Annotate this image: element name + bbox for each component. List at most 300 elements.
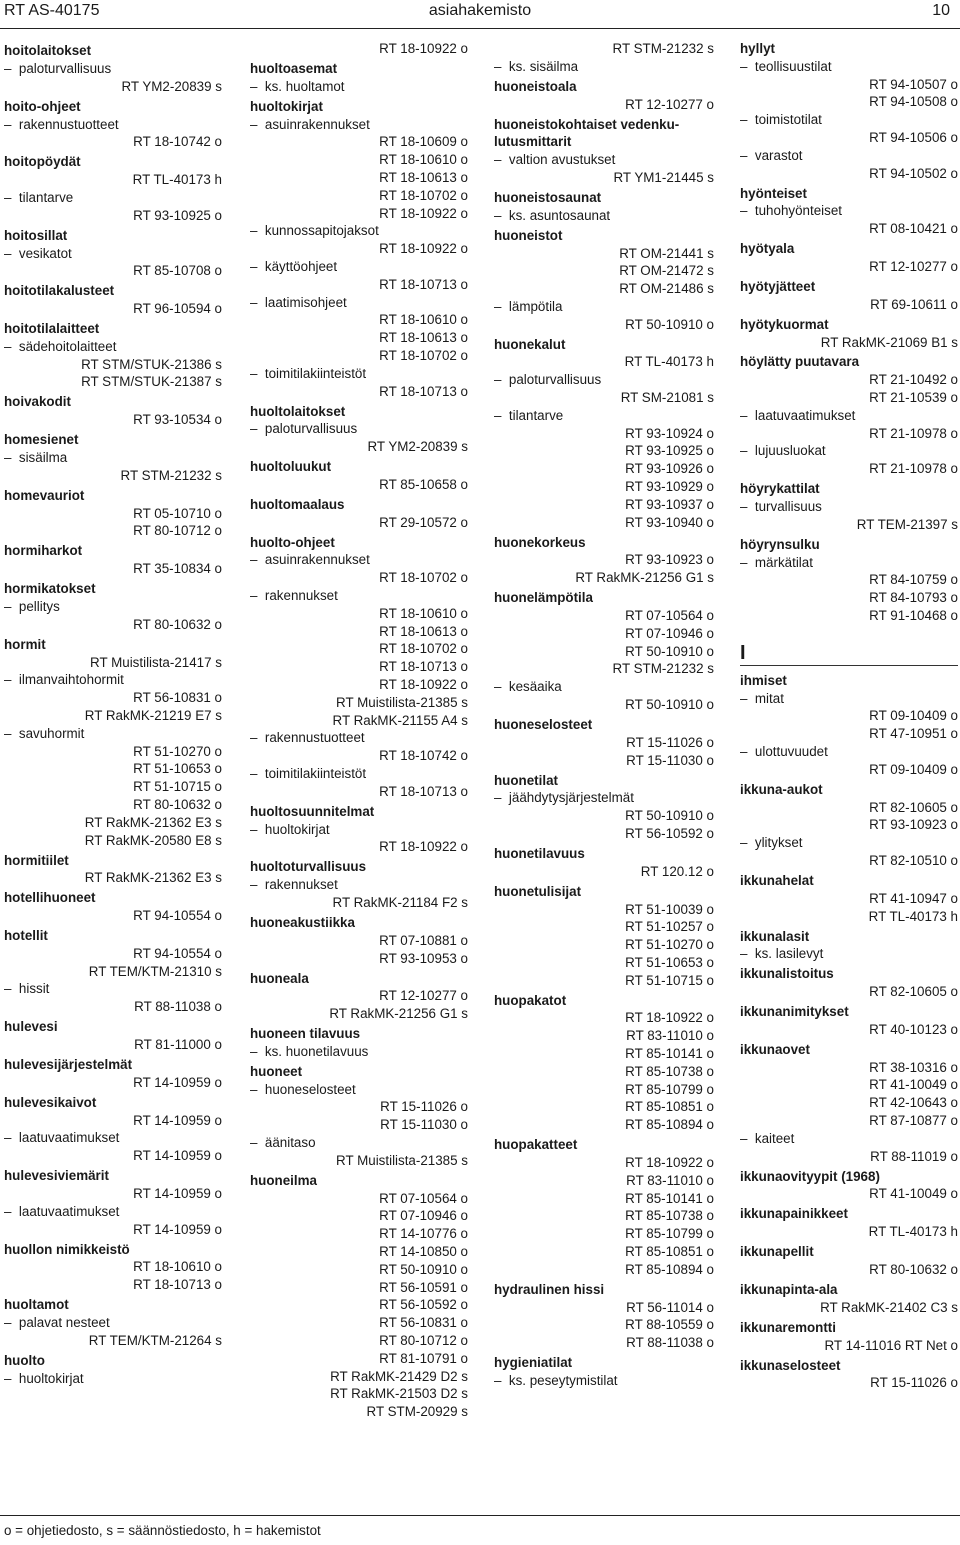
index-heading: huoneistot xyxy=(494,227,563,243)
reference-code: RT RakMK-21219 E7 s xyxy=(84,707,222,723)
reference-code: RT YM1-21445 s xyxy=(613,169,714,185)
index-heading: huonekorkeus xyxy=(494,534,586,550)
reference-code: RT 42-10643 o xyxy=(869,1095,958,1111)
index-heading: ikkunalasit xyxy=(740,928,810,944)
reference-code: RT 94-10554 o xyxy=(133,908,222,924)
index-heading: huollon nimikkeistö xyxy=(4,1241,130,1257)
reference-code: RT 88-11038 o xyxy=(626,1335,714,1351)
reference-code: RT 93-10953 o xyxy=(379,950,468,966)
reference-code: RT RakMK-21402 C3 s xyxy=(820,1299,958,1315)
reference-code: RT 50-10910 o xyxy=(625,808,714,824)
reference-code: RT RakMK-21069 B1 s xyxy=(820,334,958,350)
index-heading: höyrynsulku xyxy=(740,536,820,552)
reference-code: RT 21-10978 o xyxy=(869,461,958,477)
reference-code: RT TEM/KTM-21310 s xyxy=(88,963,222,979)
index-heading: huopakatot xyxy=(494,992,567,1008)
index-subentry: – toimitilakiinteistöt xyxy=(250,365,468,383)
reference-code: RT 91-10468 o xyxy=(869,608,958,624)
index-heading: hotellihuoneet xyxy=(4,890,96,906)
index-subentry: – tilantarve xyxy=(4,189,222,207)
reference-code: RT 14-10959 o xyxy=(133,1185,222,1201)
index-heading: hoitotilalaitteet xyxy=(4,321,100,337)
index-heading: huoneen tilavuus xyxy=(250,1026,361,1042)
index-heading: hyötyala xyxy=(740,241,795,257)
reference-code: RT 80-10632 o xyxy=(133,796,222,812)
reference-code: RT 88-11019 o xyxy=(870,1148,958,1164)
reference-code: RT 120.12 o xyxy=(640,863,714,879)
index-heading: huoltokirjat xyxy=(250,98,323,114)
reference-code: RT 93-10926 o xyxy=(625,461,714,477)
reference-code: RT 21-10492 o xyxy=(869,372,958,388)
reference-code: RT 07-10881 o xyxy=(379,932,468,948)
reference-code: RT 18-10609 o xyxy=(379,134,468,150)
index-subentry: – palavat nesteet xyxy=(4,1314,222,1332)
index-heading: huoneistosaunat xyxy=(494,189,602,205)
reference-code: RT 94-10502 o xyxy=(869,165,958,181)
index-subentry: – laatuvaatimukset xyxy=(4,1203,222,1221)
index-subentry: – savuhormit xyxy=(4,725,222,743)
index-subentry: – hissit xyxy=(4,980,222,998)
reference-code: RT 18-10713 o xyxy=(379,276,468,292)
index-heading: huoltamot xyxy=(4,1297,69,1313)
index-heading: hyllyt xyxy=(740,41,775,56)
reference-code: RT 18-10922 o xyxy=(379,205,468,221)
index-heading: huoneala xyxy=(250,970,309,986)
index-heading: huoneakustiikka xyxy=(250,914,355,930)
reference-code: RT 94-10508 o xyxy=(869,94,958,110)
reference-code: RT 51-10270 o xyxy=(625,937,714,953)
reference-code: RT 29-10572 o xyxy=(379,514,468,530)
reference-code: RT 83-11010 o xyxy=(626,1028,714,1044)
index-heading: hydraulinen hissi xyxy=(494,1281,605,1297)
index-subentry: – mitat xyxy=(740,690,958,708)
reference-code: RT 18-10702 o xyxy=(379,187,468,203)
index-heading: huoltoasemat xyxy=(250,60,338,76)
reference-code: RT 80-10712 o xyxy=(133,523,222,539)
reference-code: RT TL-40173 h xyxy=(624,354,714,370)
index-subentry: – ylitykset xyxy=(740,834,958,852)
reference-code: RT 21-10978 o xyxy=(869,425,958,441)
index-heading: hoitosillat xyxy=(4,227,68,243)
index-subentry: – paloturvallisuus xyxy=(494,371,714,389)
index-subentry: – laatuvaatimukset xyxy=(740,407,958,425)
reference-code: RT OM-21486 s xyxy=(619,281,714,297)
reference-code: RT OM-21472 s xyxy=(619,263,714,279)
reference-code: RT RakMK-21155 A4 s xyxy=(332,712,468,728)
index-heading: ikkunapellit xyxy=(740,1244,814,1260)
index-heading: ikkuna-aukot xyxy=(740,781,823,797)
reference-code: RT RakMK-21429 D2 s xyxy=(330,1368,468,1384)
reference-code: RT TL-40173 h xyxy=(132,172,222,188)
reference-code: RT 93-10925 o xyxy=(625,443,714,459)
reference-code: RT 85-10141 o xyxy=(625,1046,714,1062)
reference-code: RT 18-10613 o xyxy=(379,330,468,346)
reference-code: RT 80-10712 o xyxy=(379,1333,468,1349)
reference-code: RT Muistilista-21417 s xyxy=(90,654,222,670)
index-heading: huonelämpötila xyxy=(494,590,593,606)
index-subentry: – jäähdytysjärjestelmät xyxy=(494,789,714,807)
reference-code: RT 15-11026 o xyxy=(626,734,714,750)
index-subentry: – lujuusluokat xyxy=(740,442,958,460)
index-heading: huonetilat xyxy=(494,772,558,788)
index-subentry: – paloturvallisuus xyxy=(250,420,468,438)
index-subentry: – rakennustuotteet xyxy=(4,116,222,134)
page-number: 10 xyxy=(932,2,950,19)
index-heading: huolto-ohjeet xyxy=(250,534,335,550)
reference-code: RT 47-10951 o xyxy=(869,726,958,742)
reference-code: RT 51-10653 o xyxy=(625,954,714,970)
index-heading: huoltomaalaus xyxy=(250,496,345,512)
reference-code: RT 81-11000 o xyxy=(134,1037,222,1053)
index-column-1 xyxy=(4,40,222,1387)
reference-code: RT 56-10831 o xyxy=(133,690,222,706)
reference-code: RT YM2-20839 s xyxy=(367,439,468,455)
reference-code: RT 18-10922 o xyxy=(379,41,468,56)
reference-code: RT 85-10851 o xyxy=(625,1099,714,1115)
reference-code: RT 21-10539 o xyxy=(869,390,958,406)
index-subentry: – ilmanvaihtohormit xyxy=(4,671,222,689)
index-heading: huoltosuunnitelmat xyxy=(250,803,375,819)
reference-code: RT 15-11026 o xyxy=(380,1099,468,1115)
reference-code: RT 85-10738 o xyxy=(625,1208,714,1224)
index-subentry: – asuinrakennukset xyxy=(250,551,468,569)
index-heading: huoneet xyxy=(250,1063,303,1079)
index-subentry: – kunnossapitojaksot xyxy=(250,222,468,240)
reference-code: RT 14-10959 o xyxy=(133,1074,222,1090)
reference-code: RT 41-10049 o xyxy=(869,1077,958,1093)
reference-code: RT TL-40173 h xyxy=(868,908,958,924)
reference-code: RT TL-40173 h xyxy=(868,1224,958,1240)
reference-code: RT 18-10713 o xyxy=(379,783,468,799)
reference-code: RT 93-10925 o xyxy=(133,207,222,223)
reference-code: RT RakMK-20580 E8 s xyxy=(84,832,222,848)
reference-code: RT 18-10702 o xyxy=(379,570,468,586)
reference-code: RT 56-10591 o xyxy=(379,1279,468,1295)
index-heading: hulevesi xyxy=(4,1019,58,1035)
index-heading: ikkunanimitykset xyxy=(740,1004,849,1020)
reference-code: RT 94-10554 o xyxy=(133,945,222,961)
index-heading: huonekalut xyxy=(494,336,566,352)
reference-code: RT 51-10257 o xyxy=(625,919,714,935)
reference-code: RT 08-10421 o xyxy=(869,221,958,237)
index-heading: huoneistokohtaiset vedenku- xyxy=(494,116,680,132)
index-heading: höylätty puutavara xyxy=(740,354,860,370)
reference-code: RT 93-10924 o xyxy=(625,425,714,441)
reference-code: RT 40-10123 o xyxy=(869,1021,958,1037)
index-heading: huoltoturvallisuus xyxy=(250,859,367,875)
index-heading: homevauriot xyxy=(4,487,85,503)
index-heading: hyötykuormat xyxy=(740,316,829,332)
reference-code: RT TEM/KTM-21264 s xyxy=(88,1332,222,1348)
reference-code: RT 51-10653 o xyxy=(133,761,222,777)
index-subentry: – käyttöohjeet xyxy=(250,258,468,276)
reference-code: RT 18-10713 o xyxy=(379,383,468,399)
index-subentry: – ulottuvuudet xyxy=(740,743,958,761)
reference-code: RT 84-10759 o xyxy=(869,572,958,588)
reference-code: RT 14-10850 o xyxy=(379,1244,468,1260)
reference-code: RT 18-10922 o xyxy=(625,1155,714,1171)
reference-code: RT 93-10923 o xyxy=(625,552,714,568)
reference-code: RT STM-21232 s xyxy=(612,661,714,677)
reference-code: RT 41-10947 o xyxy=(869,890,958,906)
index-heading: ikkunaremontti xyxy=(740,1319,836,1335)
reference-code: RT 50-10910 o xyxy=(625,643,714,659)
reference-code: RT 18-10922 o xyxy=(379,839,468,855)
reference-code: RT 82-10605 o xyxy=(869,984,958,1000)
index-subentry: – pellitys xyxy=(4,598,222,616)
reference-code: RT 93-10923 o xyxy=(869,817,958,833)
reference-code: RT 07-10946 o xyxy=(625,625,714,641)
reference-code: RT 18-10742 o xyxy=(379,748,468,764)
index-heading: hoitotilakalusteet xyxy=(4,283,115,299)
index-subentry: – sisäilma xyxy=(4,449,222,467)
reference-code: RT 50-10910 o xyxy=(379,1261,468,1277)
reference-code: RT 14-10959 o xyxy=(133,1221,222,1237)
reference-code: RT 50-10910 o xyxy=(625,697,714,712)
reference-code: RT 18-10922 o xyxy=(625,1010,714,1026)
reference-code: RT 56-11014 o xyxy=(626,1299,714,1315)
reference-code: RT 14-10959 o xyxy=(133,1148,222,1164)
index-heading: hormikatokset xyxy=(4,581,96,597)
reference-code: RT RakMK-21503 D2 s xyxy=(330,1386,468,1402)
reference-code: RT 41-10049 o xyxy=(869,1186,958,1202)
reference-code: RT 14-10776 o xyxy=(379,1226,468,1242)
reference-code: RT 85-10738 o xyxy=(625,1063,714,1079)
page-header xyxy=(0,0,960,32)
index-heading: huoneselosteet xyxy=(494,716,593,732)
reference-code: RT 18-10610 o xyxy=(133,1259,222,1275)
index-heading: huonetilavuus xyxy=(494,845,585,861)
reference-code: RT RakMK-21256 G1 s xyxy=(329,1006,468,1022)
index-heading: ihmiset xyxy=(740,672,787,688)
index-heading: hotellit xyxy=(4,928,48,944)
index-heading: huoneilma xyxy=(250,1172,317,1188)
reference-code: RT 12-10277 o xyxy=(869,258,958,274)
reference-code: RT 18-10702 o xyxy=(379,347,468,363)
reference-code: RT OM-21441 s xyxy=(619,245,714,261)
index-heading: ikkunapainikkeet xyxy=(740,1206,848,1222)
index-subentry: – huoltokirjat xyxy=(4,1370,222,1388)
reference-code: RT 80-10632 o xyxy=(869,1262,958,1277)
index-heading: ikkunahelat xyxy=(740,872,814,888)
index-heading: hormitiilet xyxy=(4,852,69,868)
reference-code: RT 18-10613 o xyxy=(379,623,468,639)
reference-code: RT 82-10510 o xyxy=(869,852,958,868)
reference-code: RT 51-10715 o xyxy=(625,972,714,988)
reference-code: RT 51-10715 o xyxy=(133,779,222,795)
reference-code: RT 85-10799 o xyxy=(625,1226,714,1242)
reference-code: RT 85-10708 o xyxy=(133,263,222,279)
index-heading: lutusmittarit xyxy=(494,134,572,150)
reference-code: RT 18-10713 o xyxy=(133,1277,222,1293)
index-column-3 xyxy=(494,40,714,1390)
index-subentry: – märkätilat xyxy=(740,554,958,572)
reference-code: RT 56-10831 o xyxy=(379,1315,468,1331)
index-heading: huolto xyxy=(4,1352,45,1368)
reference-code: RT 83-11010 o xyxy=(626,1172,714,1188)
reference-code: RT 51-10270 o xyxy=(133,743,222,759)
reference-code: RT 69-10611 o xyxy=(870,296,958,312)
index-heading: hormiharkot xyxy=(4,543,83,559)
section-letter: I xyxy=(740,641,958,666)
index-heading: ikkunaselosteet xyxy=(740,1357,841,1373)
reference-code: RT 18-10713 o xyxy=(379,659,468,675)
index-subentry: – huoltokirjat xyxy=(250,821,468,839)
index-heading: hyönteiset xyxy=(740,185,807,201)
reference-code: RT 85-10894 o xyxy=(625,1261,714,1277)
index-heading: hulevesiviemärit xyxy=(4,1168,109,1184)
index-subentry: – kaiteet xyxy=(740,1130,958,1148)
index-subentry: – teollisuustilat xyxy=(740,58,958,76)
reference-code: RT 15-11030 o xyxy=(626,752,714,768)
index-heading: hormit xyxy=(4,636,46,652)
reference-code: RT 82-10605 o xyxy=(869,799,958,815)
reference-code: RT 50-10910 o xyxy=(625,316,714,332)
reference-code: RT 94-10506 o xyxy=(869,129,958,145)
reference-code: RT 07-10564 o xyxy=(379,1190,468,1206)
document-code: RT AS-40175 xyxy=(4,2,100,19)
reference-code: RT 56-10592 o xyxy=(625,825,714,841)
reference-code: RT 12-10277 o xyxy=(625,96,714,112)
reference-code: RT 07-10564 o xyxy=(625,608,714,624)
index-heading: hoitolaitokset xyxy=(4,43,92,59)
index-subentry: – ks. huoltamot xyxy=(250,78,468,96)
reference-code: RT 18-10702 o xyxy=(379,641,468,657)
reference-code: RT 18-10613 o xyxy=(379,169,468,185)
index-heading: ikkunaovityypit (1968) xyxy=(740,1168,880,1184)
index-heading: huoltolaitokset xyxy=(250,403,346,419)
index-subentry: – ks. huonetilavuus xyxy=(250,1043,468,1061)
index-subentry: – sädehoitolaitteet xyxy=(4,338,222,356)
reference-code: RT 51-10039 o xyxy=(625,901,714,917)
reference-code: RT 93-10940 o xyxy=(625,514,714,530)
reference-code: RT TEM-21397 s xyxy=(856,516,958,532)
index-subentry: – ks. sisäilma xyxy=(494,58,714,76)
reference-code: RT 85-10141 o xyxy=(625,1190,714,1206)
index-subentry: – toimitilakiinteistöt xyxy=(250,765,468,783)
reference-code: RT 18-10742 o xyxy=(133,134,222,150)
reference-code: RT 09-10409 o xyxy=(869,708,958,724)
reference-code: RT 18-10922 o xyxy=(379,241,468,257)
index-subentry: – äänitaso xyxy=(250,1134,468,1152)
index-heading: ikkunalistoitus xyxy=(740,966,834,982)
index-subentry: – laatuvaatimukset xyxy=(4,1129,222,1147)
reference-code: RT 80-10632 o xyxy=(133,616,222,632)
reference-code: RT RakMK-21184 F2 s xyxy=(332,894,468,910)
index-heading: huopakatteet xyxy=(494,1137,578,1153)
index-subentry: – kesäaika xyxy=(494,678,714,696)
index-subentry: – varastot xyxy=(740,147,958,165)
reference-code: RT 18-10922 o xyxy=(379,677,468,693)
index-subentry: – toimistotilat xyxy=(740,111,958,129)
index-heading: homesienet xyxy=(4,432,79,448)
reference-code: RT 15-11030 o xyxy=(380,1117,468,1133)
index-subentry: – huoneselosteet xyxy=(250,1081,468,1099)
index-subentry: – ks. asuntosaunat xyxy=(494,207,714,225)
reference-code: RT 85-10894 o xyxy=(625,1117,714,1133)
index-heading: hyötyjätteet xyxy=(740,278,816,294)
reference-code: RT STM-20929 s xyxy=(366,1404,468,1420)
index-heading: höyrykattilat xyxy=(740,481,820,497)
reference-code: RT 94-10507 o xyxy=(869,76,958,92)
reference-code: RT SM-21081 s xyxy=(620,390,714,406)
reference-code: RT 18-10610 o xyxy=(379,605,468,621)
reference-code: RT 81-10791 o xyxy=(379,1350,468,1366)
index-subentry: – vesikatot xyxy=(4,245,222,263)
footer-rule xyxy=(0,1515,960,1516)
index-heading: huonetulisijat xyxy=(494,883,582,899)
index-subentry: – lämpötila xyxy=(494,298,714,316)
index-subentry: – asuinrakennukset xyxy=(250,116,468,134)
index-subentry: – tilantarve xyxy=(494,407,714,425)
reference-code: RT 85-10851 o xyxy=(625,1244,714,1260)
index-heading: hygieniatilat xyxy=(494,1355,573,1371)
index-subentry: – paloturvallisuus xyxy=(4,60,222,78)
reference-code: RT 87-10877 o xyxy=(869,1113,958,1129)
reference-code: RT 88-11038 o xyxy=(134,999,222,1015)
reference-code: RT 07-10946 o xyxy=(379,1208,468,1224)
index-heading: ikkunapinta-ala xyxy=(740,1281,838,1297)
reference-code: RT Muistilista-21385 s xyxy=(336,1152,468,1168)
header-rule xyxy=(0,28,960,29)
reference-code: RT 14-11016 RT Net o xyxy=(824,1337,958,1353)
index-heading: hulevesikaivot xyxy=(4,1094,97,1110)
index-heading: hoito-ohjeet xyxy=(4,98,81,114)
reference-code: RT YM2-20839 s xyxy=(121,78,222,94)
index-subentry: – turvallisuus xyxy=(740,498,958,516)
reference-code: RT RakMK-21256 G1 s xyxy=(575,570,714,586)
reference-code: RT 18-10610 o xyxy=(379,312,468,328)
reference-code: RT RakMK-21362 E3 s xyxy=(84,870,222,886)
reference-code: RT Muistilista-21385 s xyxy=(336,694,468,710)
reference-code: RT STM/STUK-21387 s xyxy=(81,374,222,390)
reference-code: RT 56-10592 o xyxy=(379,1297,468,1313)
index-heading: hoivakodit xyxy=(4,394,71,410)
reference-code: RT 09-10409 o xyxy=(869,761,958,777)
reference-code: RT 85-10799 o xyxy=(625,1081,714,1097)
reference-code: RT 88-10559 o xyxy=(625,1317,714,1333)
reference-code: RT 05-10710 o xyxy=(133,505,222,521)
legend-note: o = ohjetiedosto, s = säännöstiedosto, h = hakemistot xyxy=(4,1523,321,1538)
index-subentry: – ks. peseytymistilat xyxy=(494,1372,714,1390)
index-heading: huoneistoala xyxy=(494,78,577,94)
index-heading: huoltoluukut xyxy=(250,459,332,475)
index-subentry: – valtion avustukset xyxy=(494,151,714,169)
index-subentry: – ks. lasilevyt xyxy=(740,945,958,963)
reference-code: RT STM-21232 s xyxy=(612,41,714,56)
reference-code: RT STM-21232 s xyxy=(120,467,222,483)
reference-code: RT 93-10929 o xyxy=(625,479,714,495)
index-heading: hoitopöydät xyxy=(4,154,81,170)
reference-code: RT 14-10959 o xyxy=(133,1112,222,1128)
reference-code: RT 93-10534 o xyxy=(133,412,222,428)
reference-code: RT 15-11026 o xyxy=(870,1375,958,1391)
index-subentry: – laatimisohjeet xyxy=(250,294,468,312)
reference-code: RT 96-10594 o xyxy=(133,301,222,317)
index-subentry: – tuhohyönteiset xyxy=(740,202,958,220)
index-subentry: – rakennukset xyxy=(250,587,468,605)
index-column-2 xyxy=(250,40,468,1421)
index-subentry: – rakennukset xyxy=(250,876,468,894)
index-subentry: – rakennustuotteet xyxy=(250,729,468,747)
reference-code: RT 12-10277 o xyxy=(379,988,468,1004)
page-title: asiahakemisto xyxy=(428,2,532,19)
reference-code: RT 38-10316 o xyxy=(869,1059,958,1075)
reference-code: RT 85-10658 o xyxy=(379,476,468,492)
reference-code: RT 18-10610 o xyxy=(379,152,468,168)
reference-code: RT 84-10793 o xyxy=(869,590,958,606)
index-column-4 xyxy=(740,40,958,1392)
